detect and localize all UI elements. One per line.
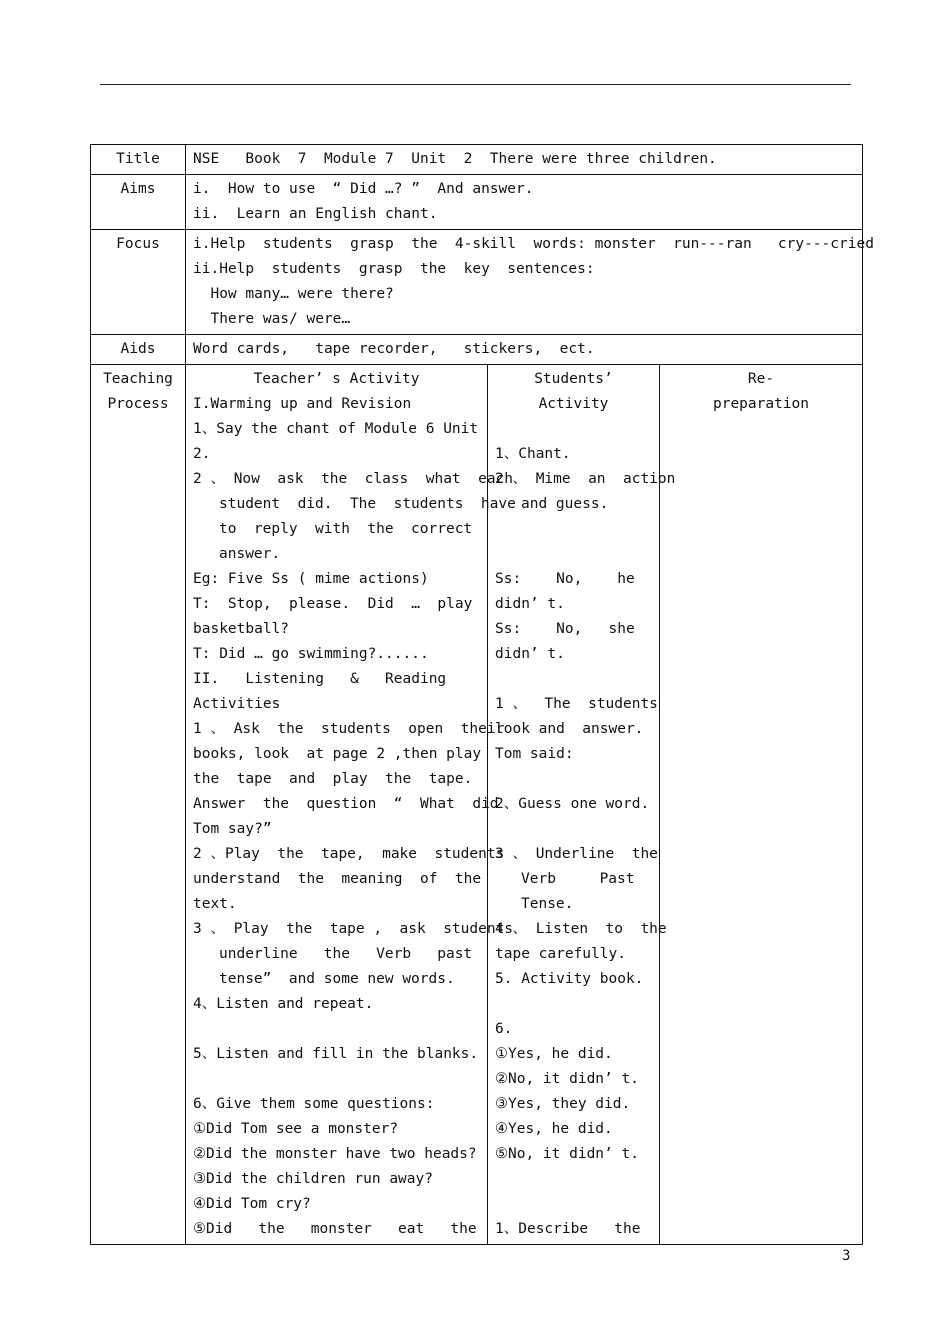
aids-row [91, 335, 863, 365]
students-line: tape carefully. [495, 946, 626, 962]
teacher-line: 2. [193, 446, 211, 462]
students-line: look and answer. [495, 721, 644, 737]
teacher-line: 2 、Play the tape, make students [193, 846, 505, 862]
students-line: 3 、 Underline the [495, 846, 658, 862]
teacher-line: 6、Give them some questions: [193, 1096, 435, 1112]
spacer [495, 667, 652, 692]
teacher-line: underline the Verb past [219, 946, 473, 962]
re-preparation-header: Re- [747, 371, 775, 387]
students-line: ③Yes, they did. [495, 1096, 631, 1112]
lesson-plan-table [90, 144, 874, 1245]
process-label-line: Teaching [103, 371, 173, 387]
students-line: 1、Chant. [495, 446, 571, 462]
spacer [495, 542, 652, 567]
re-preparation-column [660, 365, 863, 1245]
aids-value: Word cards, tape recorder, stickers, ect. [186, 335, 863, 365]
students-line: Ss: No, he [495, 571, 635, 587]
teacher-line: to reply with the correct [219, 521, 473, 537]
teacher-line: Activities [193, 696, 281, 712]
aims-row [91, 175, 863, 230]
teacher-line: ①Did Tom see a monster? [193, 1121, 399, 1137]
spacer [193, 1017, 480, 1042]
teacher-line: text. [193, 896, 237, 912]
aims-content [186, 175, 863, 230]
focus-row [91, 230, 863, 335]
students-line: ①Yes, he did. [495, 1046, 613, 1062]
teacher-line: Eg: Five Ss ( mime actions) [193, 571, 429, 587]
teacher-line: tense” and some new words. [219, 971, 455, 987]
page-number: 3 [842, 1248, 851, 1264]
aims-label: Aims [91, 175, 186, 230]
students-line: 2 、 Mime an action [495, 471, 676, 487]
aims-line: i. How to use “ Did …? ” And answer. [193, 181, 534, 197]
focus-content [186, 230, 874, 335]
teacher-line: II. Listening & Reading [193, 671, 447, 687]
title-label: Title [91, 145, 186, 175]
spacer [495, 992, 652, 1017]
focus-line: There was/ were… [193, 311, 351, 327]
spacer [495, 767, 652, 792]
spacer [495, 517, 652, 542]
teacher-line: basketball? [193, 621, 290, 637]
focus-line: i.Help students grasp the 4-skill words: monster run---ran cry---cried [193, 236, 874, 252]
students-line: 1 、 The students [495, 696, 658, 712]
process-label [91, 365, 186, 1245]
teacher-line: books, look at page 2 ,then play [193, 746, 482, 762]
teacher-line: student did. The students have [219, 496, 516, 512]
students-line: and guess. [521, 496, 609, 512]
teacher-line: answer. [219, 546, 281, 562]
students-line: didn’ t. [495, 596, 565, 612]
students-line: Tense. [521, 896, 574, 912]
teacher-line: the tape and play the tape. [193, 771, 473, 787]
students-line: 1、Describe the [495, 1221, 641, 1237]
teacher-line: Tom say?” [193, 821, 272, 837]
teacher-activity-header: Teacher’ s Activity [253, 371, 420, 387]
teacher-line: ⑤Did the monster eat the [193, 1221, 477, 1237]
teacher-line: ③Did the children run away? [193, 1171, 433, 1187]
re-preparation-header: preparation [712, 396, 810, 412]
aims-line: ii. Learn an English chant. [193, 206, 438, 222]
header-rule [100, 84, 851, 85]
teacher-line: ④Did Tom cry? [193, 1196, 311, 1212]
students-line: 6. [495, 1021, 513, 1037]
teacher-line: 4、Listen and repeat. [193, 996, 374, 1012]
spacer [495, 1192, 652, 1217]
process-row [91, 365, 863, 1245]
spacer [495, 817, 652, 842]
teacher-line: understand the meaning of the [193, 871, 482, 887]
students-activity-header: Activity [538, 396, 609, 412]
teacher-line: 3 、 Play the tape , ask students [193, 921, 514, 937]
teacher-line: T: Stop, please. Did … play [193, 596, 473, 612]
teacher-activity-column [186, 365, 516, 1245]
spacer [193, 1067, 480, 1092]
focus-line: ii.Help students grasp the key sentences: [193, 261, 595, 277]
students-line: Ss: No, she [495, 621, 635, 637]
title-row [91, 145, 863, 175]
students-line: ④Yes, he did. [495, 1121, 613, 1137]
teacher-line: 1 、 Ask the students open their [193, 721, 505, 737]
spacer [495, 1167, 652, 1192]
focus-line: How many… were there? [193, 286, 394, 302]
students-line: ②No, it didn’ t. [495, 1071, 639, 1087]
students-line: Tom said: [495, 746, 574, 762]
spacer [495, 417, 652, 442]
aids-label: Aids [91, 335, 186, 365]
title-value: NSE Book 7 Module 7 Unit 2 There were three children. [186, 145, 863, 175]
teacher-line: 5、Listen and fill in the blanks. [193, 1046, 479, 1062]
students-line: Verb Past [521, 871, 635, 887]
teacher-line: Answer the question “ What did [193, 796, 499, 812]
focus-label: Focus [91, 230, 186, 335]
teacher-line: 1、Say the chant of Module 6 Unit [193, 421, 479, 437]
students-line: 2、Guess one word. [495, 796, 650, 812]
students-line: didn’ t. [495, 646, 565, 662]
students-line: 5. Activity book. [495, 971, 644, 987]
students-line: ⑤No, it didn’ t. [495, 1146, 639, 1162]
teacher-line: T: Did … go swimming?...... [193, 646, 429, 662]
teacher-line: ②Did the monster have two heads? [193, 1146, 477, 1162]
students-activity-header: Students’ [534, 371, 613, 387]
teacher-line: 2 、 Now ask the class what each [193, 471, 514, 487]
process-label-line: Process [107, 396, 169, 412]
teacher-line: I.Warming up and Revision [193, 396, 412, 412]
students-line: 4 、 Listen to the [495, 921, 667, 937]
